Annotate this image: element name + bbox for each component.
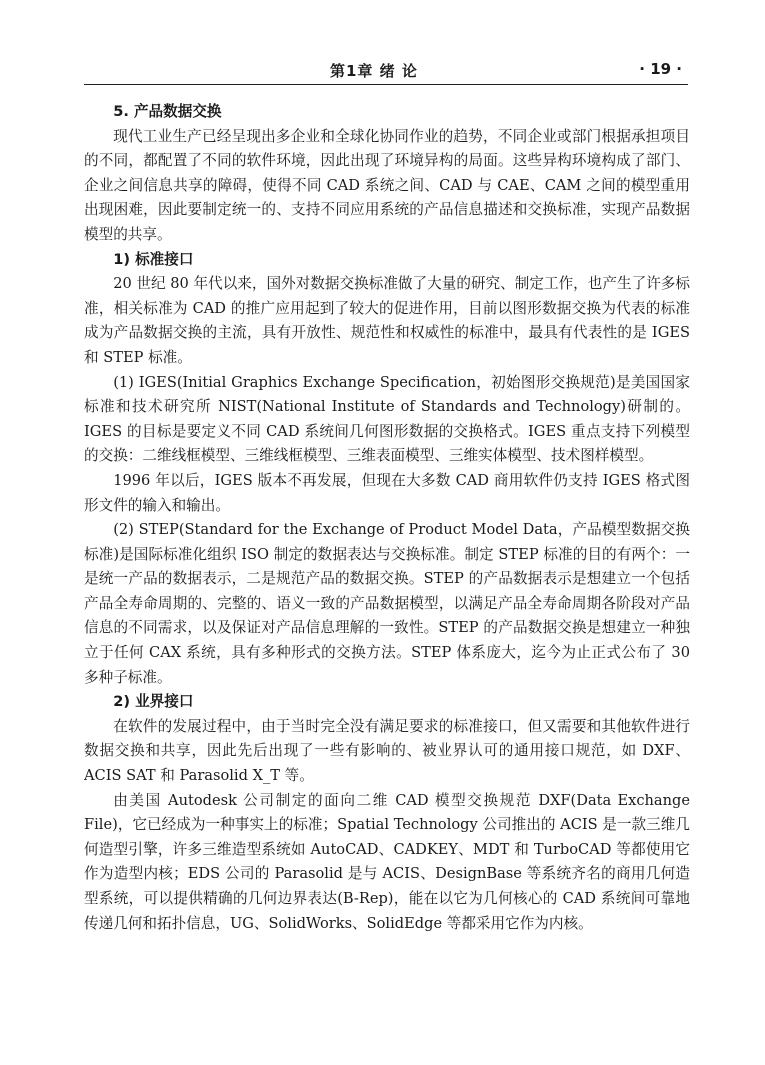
paragraph-industry-interfaces: 在软件的发展过程中，由于当时完全没有满足要求的标准接口，但又需要和其他软件进行数据交换和共享，因此先后出现了一些有影响的、被业界认可的通用接口规范，如 DXF、ACIS SAT 和 Parasolid X_T 等。 — [84, 717, 690, 785]
page-number: · 19 · — [639, 60, 682, 78]
paragraph-standards-history: 20 世纪 80 年代以来，国外对数据交换标准做了大量的研究、制定工作，也产生了许多标准，相关标准为 CAD 的推广应用起到了较大的促进作用，目前以图形数据交换为代表的标准成为产品数据交换的主流，具有开放性、规范性和权威性的标准中，最具有代表性的是 IGES 和 STEP 标准。 — [84, 275, 690, 366]
page-header — [84, 52, 688, 85]
paragraph-iges-status: 1996 年以后，IGES 版本不再发展，但现在大多数 CAD 商用软件仍支持 IGES 格式图形文件的输入和输出。 — [84, 471, 690, 514]
paragraph-step: (2) STEP(Standard for the Exchange of Product Model Data，产品模型数据交换标准)是国际标准化组织 ISO 制定的数据表达与交换标准。制定 STEP 标准的目的有两个：一是统一产品的数据表示，二是规范产品的数据交换。STEP 的产品数据表示是想建立一个包括产品全寿命周期的、完整的、语义一致的产品数据模型，以满足产品全寿命周期各阶段对产品信息的不同需求，以及保证对产品信息理解的一致性。STEP 的产品数据交换是想建立一种独立于任何 CAX 系统，具有多种形式的交换方法。STEP 体系庞大，迄今为止正式公布了 30 多种子标准。 — [84, 521, 690, 686]
page-body — [84, 100, 690, 936]
paragraph-intro: 现代工业生产已经呈现出多企业和全球化协同作业的趋势，不同企业或部门根据承担项目的不同，都配置了不同的软件环境，因此出现了环境异构的局面。这些异构环境构成了部门、企业之间信息共享的障碍，使得不同 CAD 系统之间、CAD 与 CAE、CAM 之间的模型重用出现困难，因此要制定统一的、支持不同应用系统的产品信息描述和交换标准，实现产品数据模型的共享。 — [84, 127, 690, 243]
paragraph-dxf-acis-parasolid: 由美国 Autodesk 公司制定的面向二维 CAD 模型交换规范 DXF(Data Exchange File)，它已经成为一种事实上的标准；Spatial Technology 公司推出的 ACIS 是一款三维几何造型引擎，许多三维造型系统如 AutoCAD、CADKEY、MDT 和 TurboCAD 等都使用它作为造型内核；EDS 公司的 Parasolid 是与 ACIS、DesignBase 等系统齐名的商用几何造型系统，可以提供精确的几何边界表达(B-Rep)，能在以它为几何核心的 CAD 系统间可靠地传递几何和拓扑信息，UG、SolidWorks、SolidEdge 等都采用它作为内核。 — [84, 791, 690, 932]
subsection-heading-standard-interface: 1) 标准接口 — [113, 250, 194, 268]
paragraph-iges: (1) IGES(Initial Graphics Exchange Specification，初始图形交换规范)是美国国家标准和技术研究所 NIST(National Institute of Standards and Technology)研制的。IGES 的目标是要定义不同 CAD 系统间几何图形数据的交换格式。IGES 重点支持下列模型的交换：二维线框模型、三维线框模型、三维表面模型、三维实体模型、技术图样模型。 — [84, 373, 690, 465]
subsection-heading-industry-interface: 2) 业界接口 — [113, 693, 194, 711]
section-heading: 5. 产品数据交换 — [113, 103, 222, 120]
chapter-title: 第1章 绪 论 — [330, 62, 418, 80]
